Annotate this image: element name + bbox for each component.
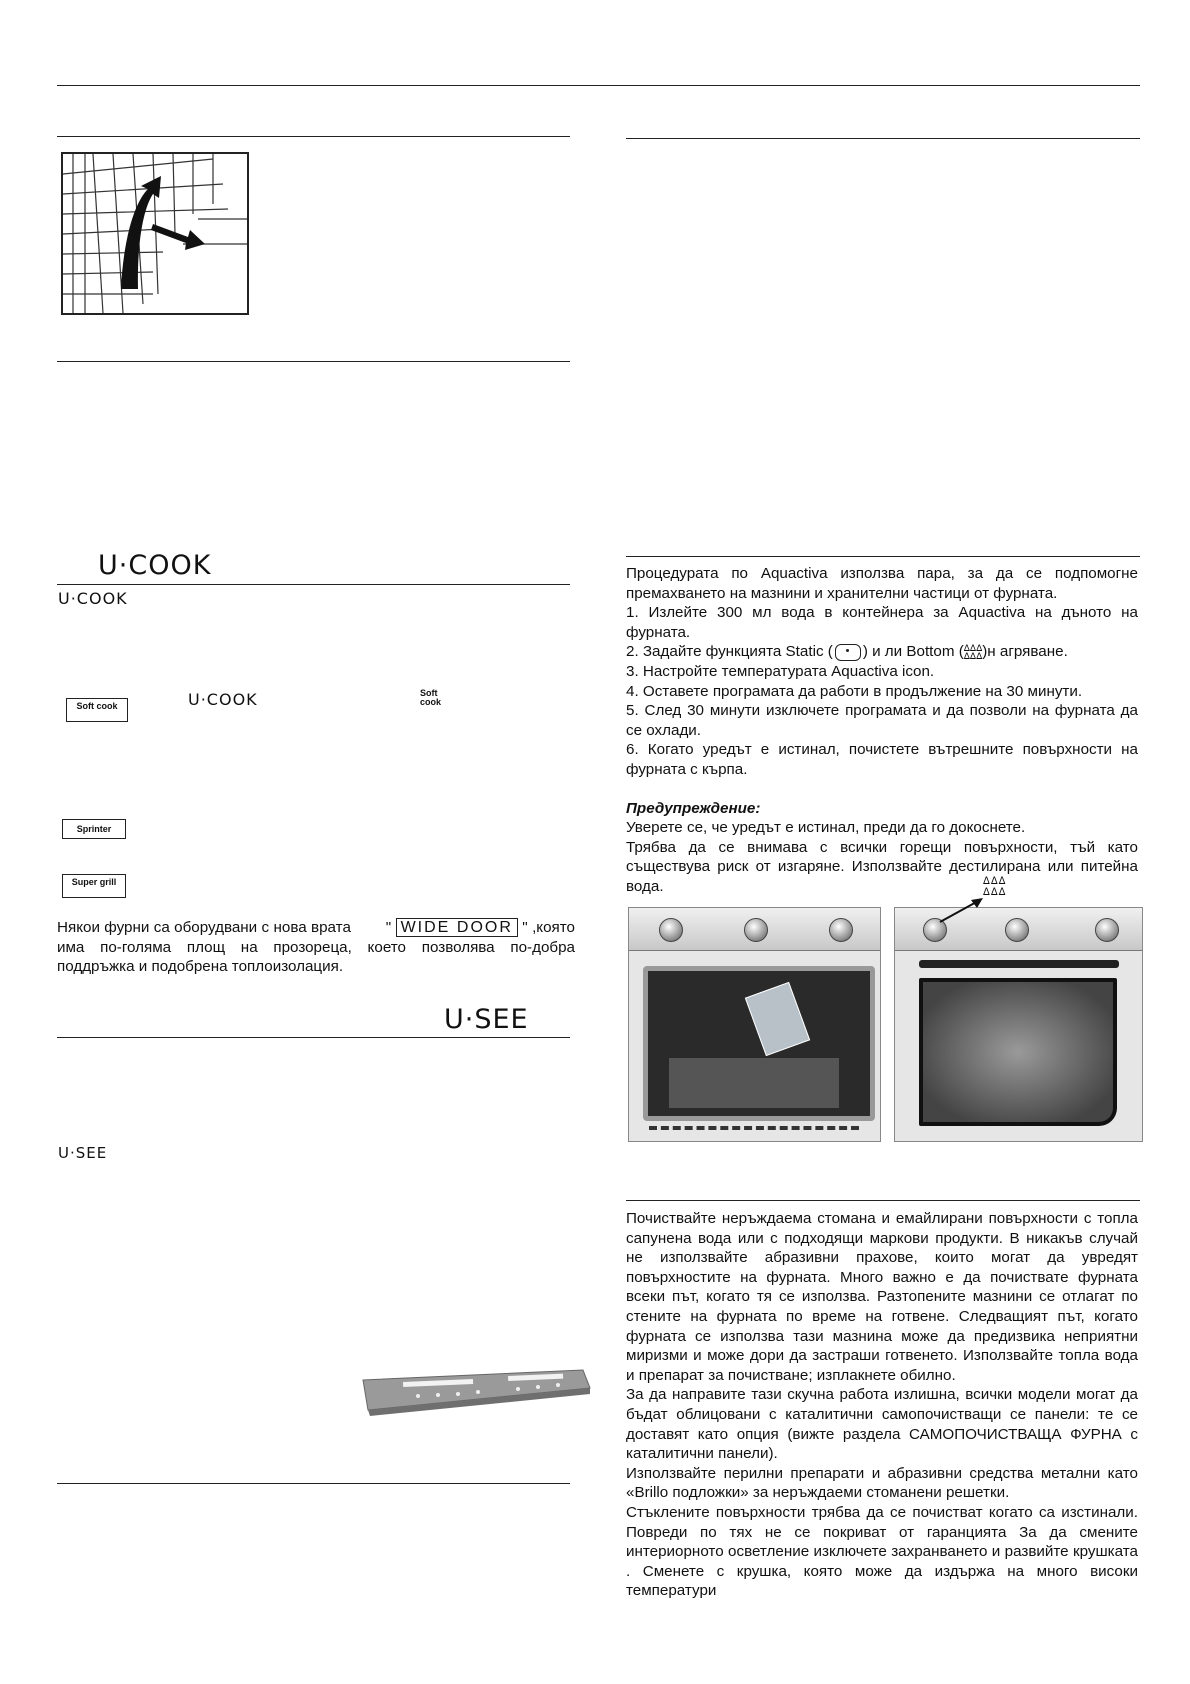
right-section-rule-3 [626, 1200, 1140, 1201]
aquactiva-step-1: 1. Излейте 300 мл вода в контейнера за Aquactiva на дъното на фурната. [626, 604, 1138, 641]
static-icon [835, 644, 861, 661]
oven-steam-cleaning-illustration [894, 907, 1143, 1142]
soft-cook-badge: Soft cook [66, 698, 128, 722]
aquactiva-step-2: 2. Задайте функцията Static ( ) и ли Bottom (ᐃᐃᐃ ᐃᐃᐃ)н агряване. [626, 643, 1068, 662]
wide-door-label: WIDE DOOR [396, 918, 518, 937]
wide-door-paragraph: Някои фурни са оборудвани с нова врата " WIDE DOOR " ,която има по-голяма площ на прозореца, което позволява по-добра поддръжка и подобрена топлоизолация. [57, 919, 575, 976]
aquactiva-intro: Процедурата по Aquactiva използва пара, за да се подпомогне премахването на мазнини и хранителни частици от фурната. [626, 565, 1138, 602]
oven-pouring-water-illustration [628, 907, 881, 1142]
left-section-rule-2 [57, 361, 570, 362]
aquactiva-step-4: 4. Оставете програмата да работи в продължение на 30 минути. [626, 682, 1083, 700]
cleaning-section [626, 1209, 1138, 1601]
steam-arrow [935, 895, 990, 925]
aquactiva-section [626, 564, 1138, 897]
rack-removal-illustration [61, 152, 249, 315]
aquactiva-step-6: 6. Когато уредът е истинал, почистете вътрешните повърхности на фурната с кърпа. [626, 741, 1138, 778]
left-section-rule-5 [57, 1483, 570, 1484]
top-rule [57, 85, 1140, 86]
warning-title: Предупреждение: [626, 799, 761, 817]
left-section-rule-3 [57, 584, 570, 585]
right-section-rule-2 [626, 556, 1140, 557]
usee-heading-logo: U·SEE [444, 1004, 529, 1035]
warning-line-1: Уверете се, че уредът е истинал, преди да го докоснете. [626, 819, 1026, 837]
cleaning-paragraph-4: Стъклените повърхности трябва да се почистват когато са изстинали. Повреди по тях не се покриват от гаранцията За да смените интериорното осветление изключете захранването и развийте крушката . Сменете с крушка, която може да издържа на много високи температури [626, 1503, 1138, 1600]
aquactiva-step-3: 3. Настройте температурата Aquactiva icon. [626, 662, 935, 680]
right-section-rule-1 [626, 138, 1140, 139]
aquactiva-steam-icon: ᐃᐃᐃ ᐃᐃᐃ [983, 876, 1007, 898]
warning-line-2: Трябва да се внимава с всички горещи повърхности, тъй като съществува риск от изгаряне. Използвайте дестилирана или питейна вода. [626, 838, 1138, 895]
cleaning-paragraph-1: Почиствайте неръждаема стомана и емайлирани повърхности с топла сапунена вода или с подходящи маркови продукти. В никакъв случай не използвайте абразивни прахове, които могат да увредят повърхностите на фурната. Много важно е да почиствате фурната всеки път, когато тя се използва. Разтопените мазнини се отлагат по стените на фурната по време на готвене. Следващият път, когато фурната се използва тази мазнина може да предизвика неприятни миризми и може дори да застраши готвенето. Използвайте топла вода и препарат за почистване; изплакнете обилно. [626, 1210, 1138, 1384]
left-section-rule-4 [57, 1037, 570, 1038]
left-section-rule-1 [57, 136, 570, 137]
super-grill-badge: Super grill [62, 874, 126, 898]
cleaning-paragraph-3: Използвайте перилни препарати и абразивни средства метални като «Brillo подложки» за неръждаеми стоманени решетки. [626, 1464, 1138, 1502]
door-strip-illustration [358, 1360, 593, 1420]
ucook-inline-logo: U·COOK [58, 589, 128, 608]
sprinter-badge: Sprinter [62, 819, 126, 839]
bottom-steam-icon: ᐃᐃᐃ ᐃᐃᐃ [963, 643, 983, 662]
ucook-heading-logo: U·COOK [98, 550, 212, 581]
aquactiva-step-5: 5. След 30 минути изключете програмата и да позволи на фурната да се охлади. [626, 702, 1138, 739]
soft-cook-icon: Soft cook [420, 688, 442, 707]
usee-inline-logo: U·SEE [58, 1144, 108, 1162]
cleaning-paragraph-2: За да направите тази скучна работа излишна, всички модели могат да бъдат облицовани с каталитични самопочистващи се панели: те се доставят като опция (вижте раздела САМОПОЧИСТВАЩА ФУРНА с каталитични панели). [626, 1386, 1138, 1463]
ucook-inline-logo-2: U·COOK [188, 690, 258, 709]
